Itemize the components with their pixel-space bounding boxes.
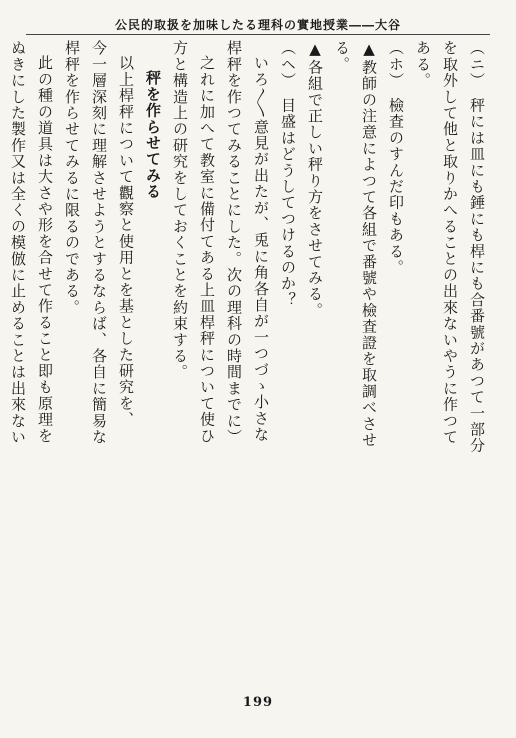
text-line: る。 [333,40,351,73]
page-number: 199 [242,695,274,710]
vertical-body-text [9,40,490,670]
text-line [0,40,4,670]
section-heading: 秤を作らせてみる [144,70,162,200]
text-line: （ニ） 秤には皿にも錘にも桿にも合番號があつて一部分 [468,40,486,454]
running-head-text: 公民的取扱を加味したる理科の實地授業――大谷 [114,18,401,32]
text-line: いろ〳〵意見が出たが、兎に角各自が一つづゝ小さな [252,55,270,443]
text-line: 此の種の道具は大さや形を合せて作ること即も原理を [36,55,54,444]
text-line: 今一層深刻に理解させようとするならば、各自に簡易な [90,40,108,445]
text-line: ▲教師の注意によつて各組で番號や檢査證を取調べさせ [360,40,378,448]
text-line: 桿秤を作つてみることにした。次の理科の時間までに） [225,40,243,445]
text-line: 方と構造上の研究をしておくことを約束する。 [171,40,189,381]
text-line: を取外して他と取りかへることの出來ないやうに作つて [441,40,459,445]
header-rule [26,34,490,35]
text-line: ある。 [414,40,432,89]
text-line: （ヘ） 目盛はどうしてつけるのか？ [279,40,297,308]
text-line: （ホ） 檢査のすんだ印もある。 [387,40,405,276]
running-head [24,16,492,33]
text-line: 以上桿秤について觀察と使用とを基とした研究を、 [117,55,135,428]
text-line: 桿秤を作らせてみるに限るのである。 [63,40,81,316]
text-line: ぬきにした製作又は全くの模倣に止めることは出來ない [9,40,27,445]
text-line: 之れに加へて教室に備付てある上皿桿秤について使ひ [198,55,216,444]
text-line: ▲各組で正しい秤り方をさせてみる。 [306,40,324,319]
